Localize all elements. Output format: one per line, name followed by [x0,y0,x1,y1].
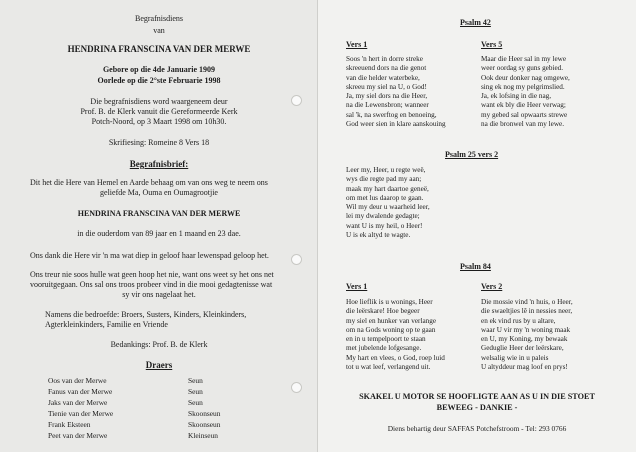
bearer-relation: Skoonseun [188,420,221,429]
psalm-42-verse-1-text: Soos 'n hert in dorre streke skreeuend dors na die genot van die helder waterbeke, skreeu my siel na U, o God! Ja, my siel dors na die Heer, na die Lewensbron; wanneer sal 'k, na swerftog en benoeing, God weer sien in klare aanskouing [346,55,446,129]
psalm-42-verse-5-text: Maar die Heer sal in my lewe weer oordag sy guns gebied. Ook deur donker nag omgewe, sing ek nog my pelgrimslied. Ja, ek lofsing in die nag, want ek bly die Heer verwag; my gebed sal opwaarts strewe na die bronwel van my lewe. [481,55,570,129]
obituary-line-2: geliefde Ma, Ouma en Oumagrootjie [100,188,218,197]
bearer-name: Oos van der Merwe [48,376,107,385]
thanks-officiant: Bedankings: Prof. B. de Klerk [110,340,208,349]
psalm-84-verse-1-label: Vers 1 [346,282,368,291]
bearers-heading: Draers [145,360,173,370]
sorrow-line-1: Ons treur nie soos hulle wat geen hoop het nie, want ons weet sy het ons net [30,270,274,279]
bearer-name: Frank Eksteen [48,420,91,429]
sorrow-line-3: sy vir ons nagelaat het. [122,290,196,299]
bearer-relation: Skoonseun [188,409,221,418]
bearer-relation: Seun [188,376,203,385]
service-line-3: Potch-Noord, op 3 Maart 1998 om 10h30. [91,117,227,126]
service-provider: Diens behartig deur SAFFAS Potchefstroom - Tel: 293 0766 [387,424,567,433]
service-line-2: Prof. B. de Klerk vanuit die Gereformeerde Kerk [80,107,238,116]
psalm-42-verse-1-label: Vers 1 [346,40,368,49]
bearer-name: Fanus van der Merwe [48,387,113,396]
psalm-84-heading: Psalm 84 [460,262,491,271]
obituary-name: HENDRINA FRANSCINA VAN DER MERWE [77,209,241,218]
survivors-line-2: Agterkleinkinders, Familie en Vriende [45,320,168,329]
psalm-25-heading: Psalm 25 vers 2 [445,150,499,159]
header-title: Begrafnisdiens [135,14,183,23]
bearer-name: Peet van der Merwe [48,431,108,440]
traffic-notice-1: SKAKEL U MOTOR SE HOOFLIGTE AAN AS U IN DIE STOET [359,392,595,401]
age-line: in die ouderdom van 89 jaar en 1 maand en 23 dae. [77,229,241,238]
header-sub: van [153,26,165,35]
psalm-84-verse-2-text: Die mossie vind 'n huis, o Heer, die swaeltjies lê in nessies neer, en ek vind rus by u altare, waar U vir my 'n woning maak en U, my Koning, my bewaak Geduglie Heer der leërskare, welsalig wie in u paleis U altyddeur mag loof en prys! [481,298,573,372]
traffic-notice-2: BEWEEG - DANKIE - [436,403,518,412]
bearer-relation: Kleinseun [188,431,218,440]
bearer-name: Tienie van der Merwe [48,409,114,418]
birth-date: Gebore op die 4de Januarie 1909 [102,65,216,74]
obituary-heading: Begrafnisbrief: [129,159,189,169]
scripture-reading: Skrifiesing: Romeine 8 Vers 18 [108,138,210,147]
deceased-name: HENDRINA FRANSCINA VAN DER MERWE [67,44,251,54]
death-date: Oorlede op die 2°ste Februarie 1998 [97,76,221,85]
sorrow-line-2: vooruitgegaan. Ons sal ons troos probeer vind in die mooi gedagtenisse wat [30,280,273,289]
punch-hole [291,382,302,393]
psalm-84-verse-2-label: Vers 2 [481,282,503,291]
psalm-42-verse-5-label: Vers 5 [481,40,503,49]
service-line-1: Die begrafnisdiens word waargeneem deur [90,97,228,106]
thanks-line: Ons dank die Here vir 'n ma wat diep in geloof haar lewenspad geloop het. [30,251,269,260]
punch-hole [291,95,302,106]
psalm-84-verse-1-text: Hoe lieflik is u wonings, Heer die leërskare! Hoe begeer my siel en hunker van verlange om na Gods woning op te gaan en in u tempelpoort te staan met jubelende lofgesange. My hart en vlees, o God, roep luid tot u wat leef, verlangend uit. [346,298,445,372]
survivors-line-1: Namens die bedroefde: Broers, Susters, Kinders, Kleinkinders, [45,310,247,319]
bearer-relation: Seun [188,398,203,407]
obituary-line-1: Dit het die Here van Hemel en Aarde behaag om van ons weg te neem ons [30,178,268,187]
bearer-relation: Seun [188,387,203,396]
psalm-25-text: Leer my, Heer, u regte weë, wys die regte pad my aan; maak my hart daartoe geneë, om met lus daarop te gaan. Wil my deur u waarheid leer, lei my dwalende gedagte; want U is my heil, o Heer! U is ek altyd te wagte. [346,166,430,240]
bearer-name: Jaks van der Merwe [48,398,108,407]
right-page [318,0,636,452]
punch-hole [291,254,302,265]
psalm-42-heading: Psalm 42 [460,18,491,27]
